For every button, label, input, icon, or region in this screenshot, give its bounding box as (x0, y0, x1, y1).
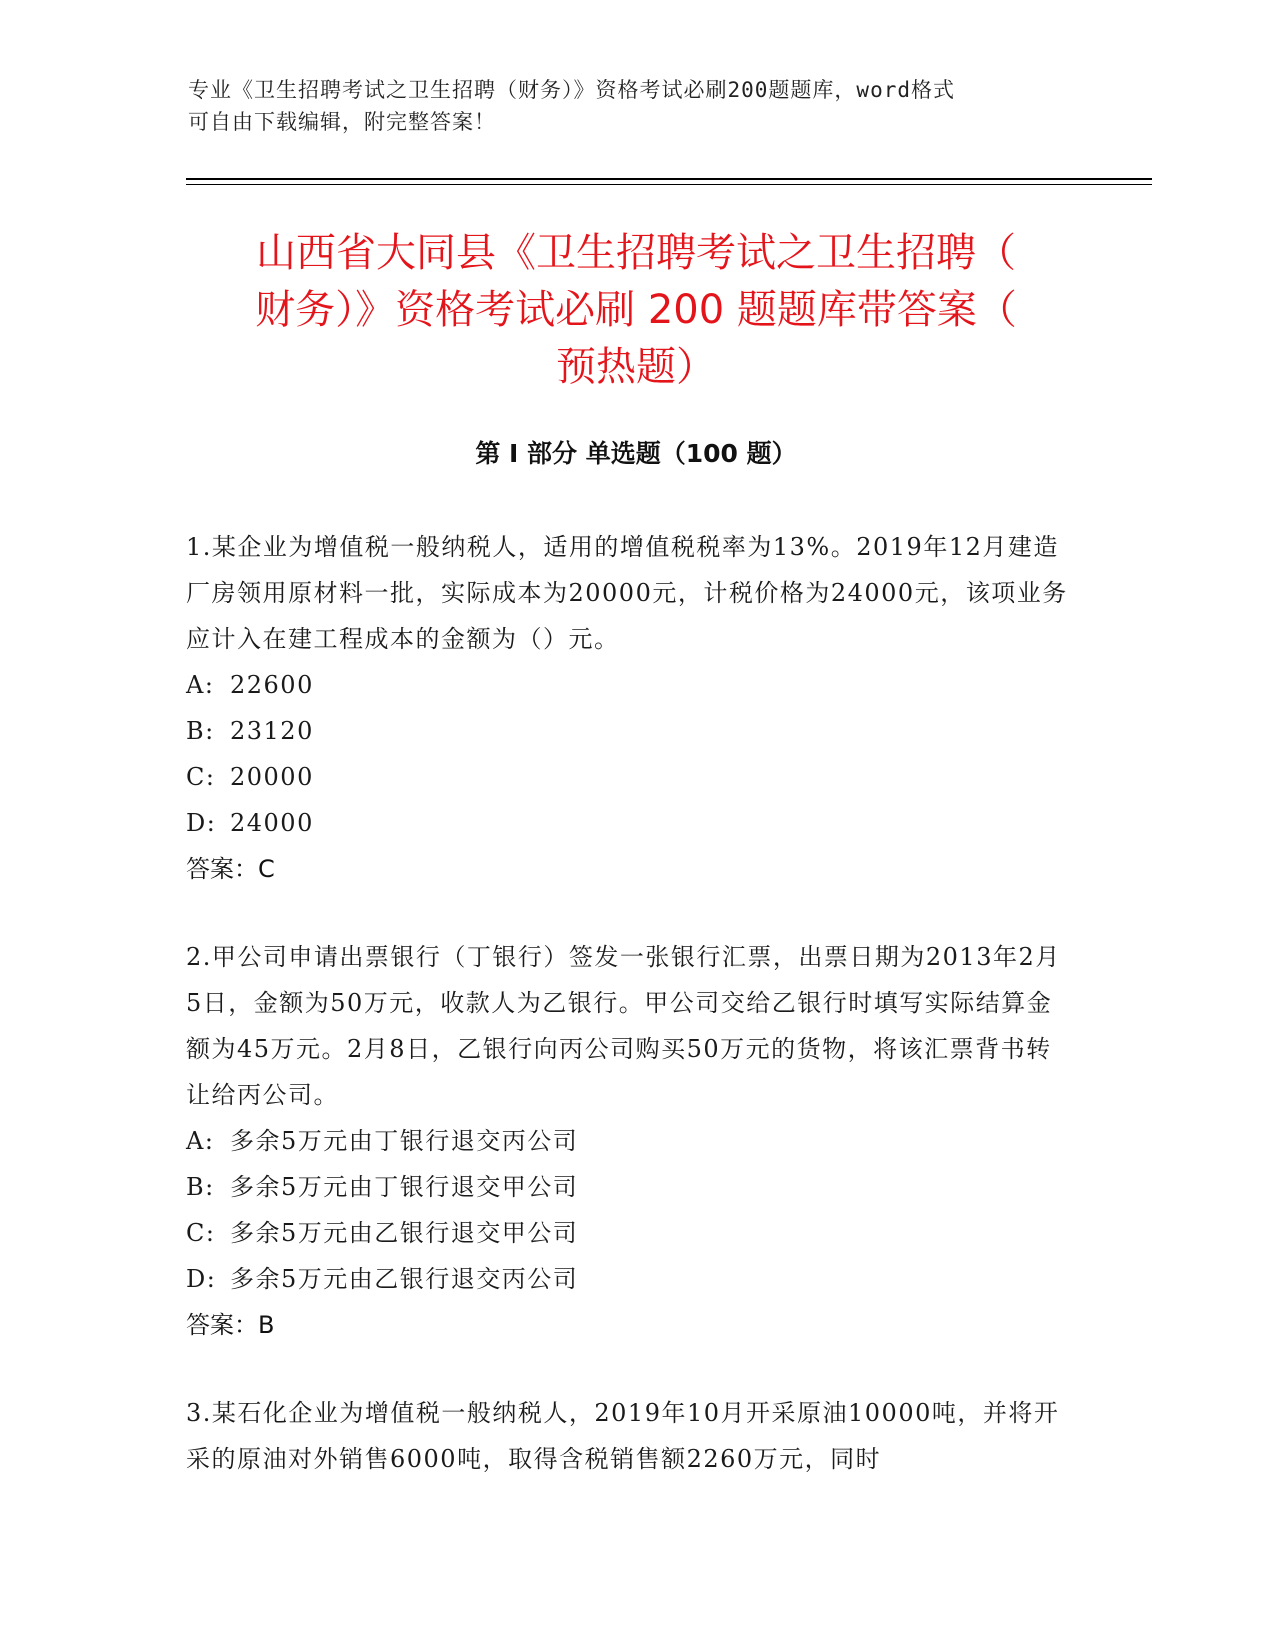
option-b (186, 1164, 1076, 1210)
question-1 (186, 524, 1076, 892)
option-key: D: (186, 809, 217, 837)
document-title-line-3: 预热题） (556, 344, 716, 390)
option-text: 23120 (230, 717, 314, 745)
header-divider-thick (186, 178, 1152, 180)
option-b (186, 708, 1076, 754)
option-c (186, 1210, 1076, 1256)
option-text: 22600 (230, 671, 314, 699)
question-list (186, 524, 1076, 1524)
document-title (186, 225, 1086, 396)
question-stem: 2.甲公司申请出票银行（丁银行）签发一张银行汇票，出票日期为2013年2月5日，金额为50万元，收款人为乙银行。甲公司交给乙银行时填写实际结算金额为45万元。2月8日，乙银行向丙公司购买50万元的货物，将该汇票背书转让给丙公司。 (186, 943, 1061, 1109)
question-2 (186, 934, 1076, 1348)
option-key: D: (186, 1265, 217, 1293)
option-text: 20000 (230, 763, 314, 791)
document-title-line-1: 山西省大同县《卫生招聘考试之卫生招聘（ (256, 230, 1016, 276)
section-title: 第 I 部分 单选题（100 题） (475, 439, 797, 468)
option-text: 多余5万元由乙银行退交甲公司 (230, 1219, 579, 1247)
option-key: A: (186, 671, 215, 699)
option-key: A: (186, 1127, 215, 1155)
option-d (186, 1256, 1076, 1302)
option-text: 多余5万元由丁银行退交丙公司 (230, 1127, 579, 1155)
option-key: C: (186, 1219, 216, 1247)
option-key: C: (186, 763, 216, 791)
answer-line: 答案：B (186, 1311, 275, 1339)
header-note-line-1: 专业《卫生招聘考试之卫生招聘（财务）》资格考试必刷200题题库，word格式 (188, 78, 955, 102)
option-key: B: (186, 717, 215, 745)
header-divider-thin (186, 184, 1152, 185)
question-stem: 3.某石化企业为增值税一般纳税人，2019年10月开采原油10000吨，并将开采的原油对外销售6000吨，取得含税销售额2260万元，同时 (186, 1399, 1060, 1473)
question-stem: 1.某企业为增值税一般纳税人，适用的增值税税率为13%。2019年12月建造厂房领用原材料一批，实际成本为20000元，计税价格为24000元，该项业务应计入在建工程成本的金额为（）元。 (186, 533, 1068, 653)
option-text: 多余5万元由乙银行退交丙公司 (230, 1265, 579, 1293)
header-note (188, 74, 1088, 138)
option-text: 24000 (230, 809, 314, 837)
answer-line: 答案：C (186, 855, 275, 883)
option-c (186, 754, 1076, 800)
document-title-line-2: 财务）》资格考试必刷 200 题题库带答案（ (255, 287, 1017, 333)
option-a (186, 662, 1076, 708)
option-text: 多余5万元由丁银行退交甲公司 (230, 1173, 579, 1201)
option-a (186, 1118, 1076, 1164)
question-3 (186, 1390, 1076, 1482)
option-key: B: (186, 1173, 215, 1201)
option-d (186, 800, 1076, 846)
header-note-line-2: 可自由下载编辑，附完整答案！ (188, 110, 496, 134)
